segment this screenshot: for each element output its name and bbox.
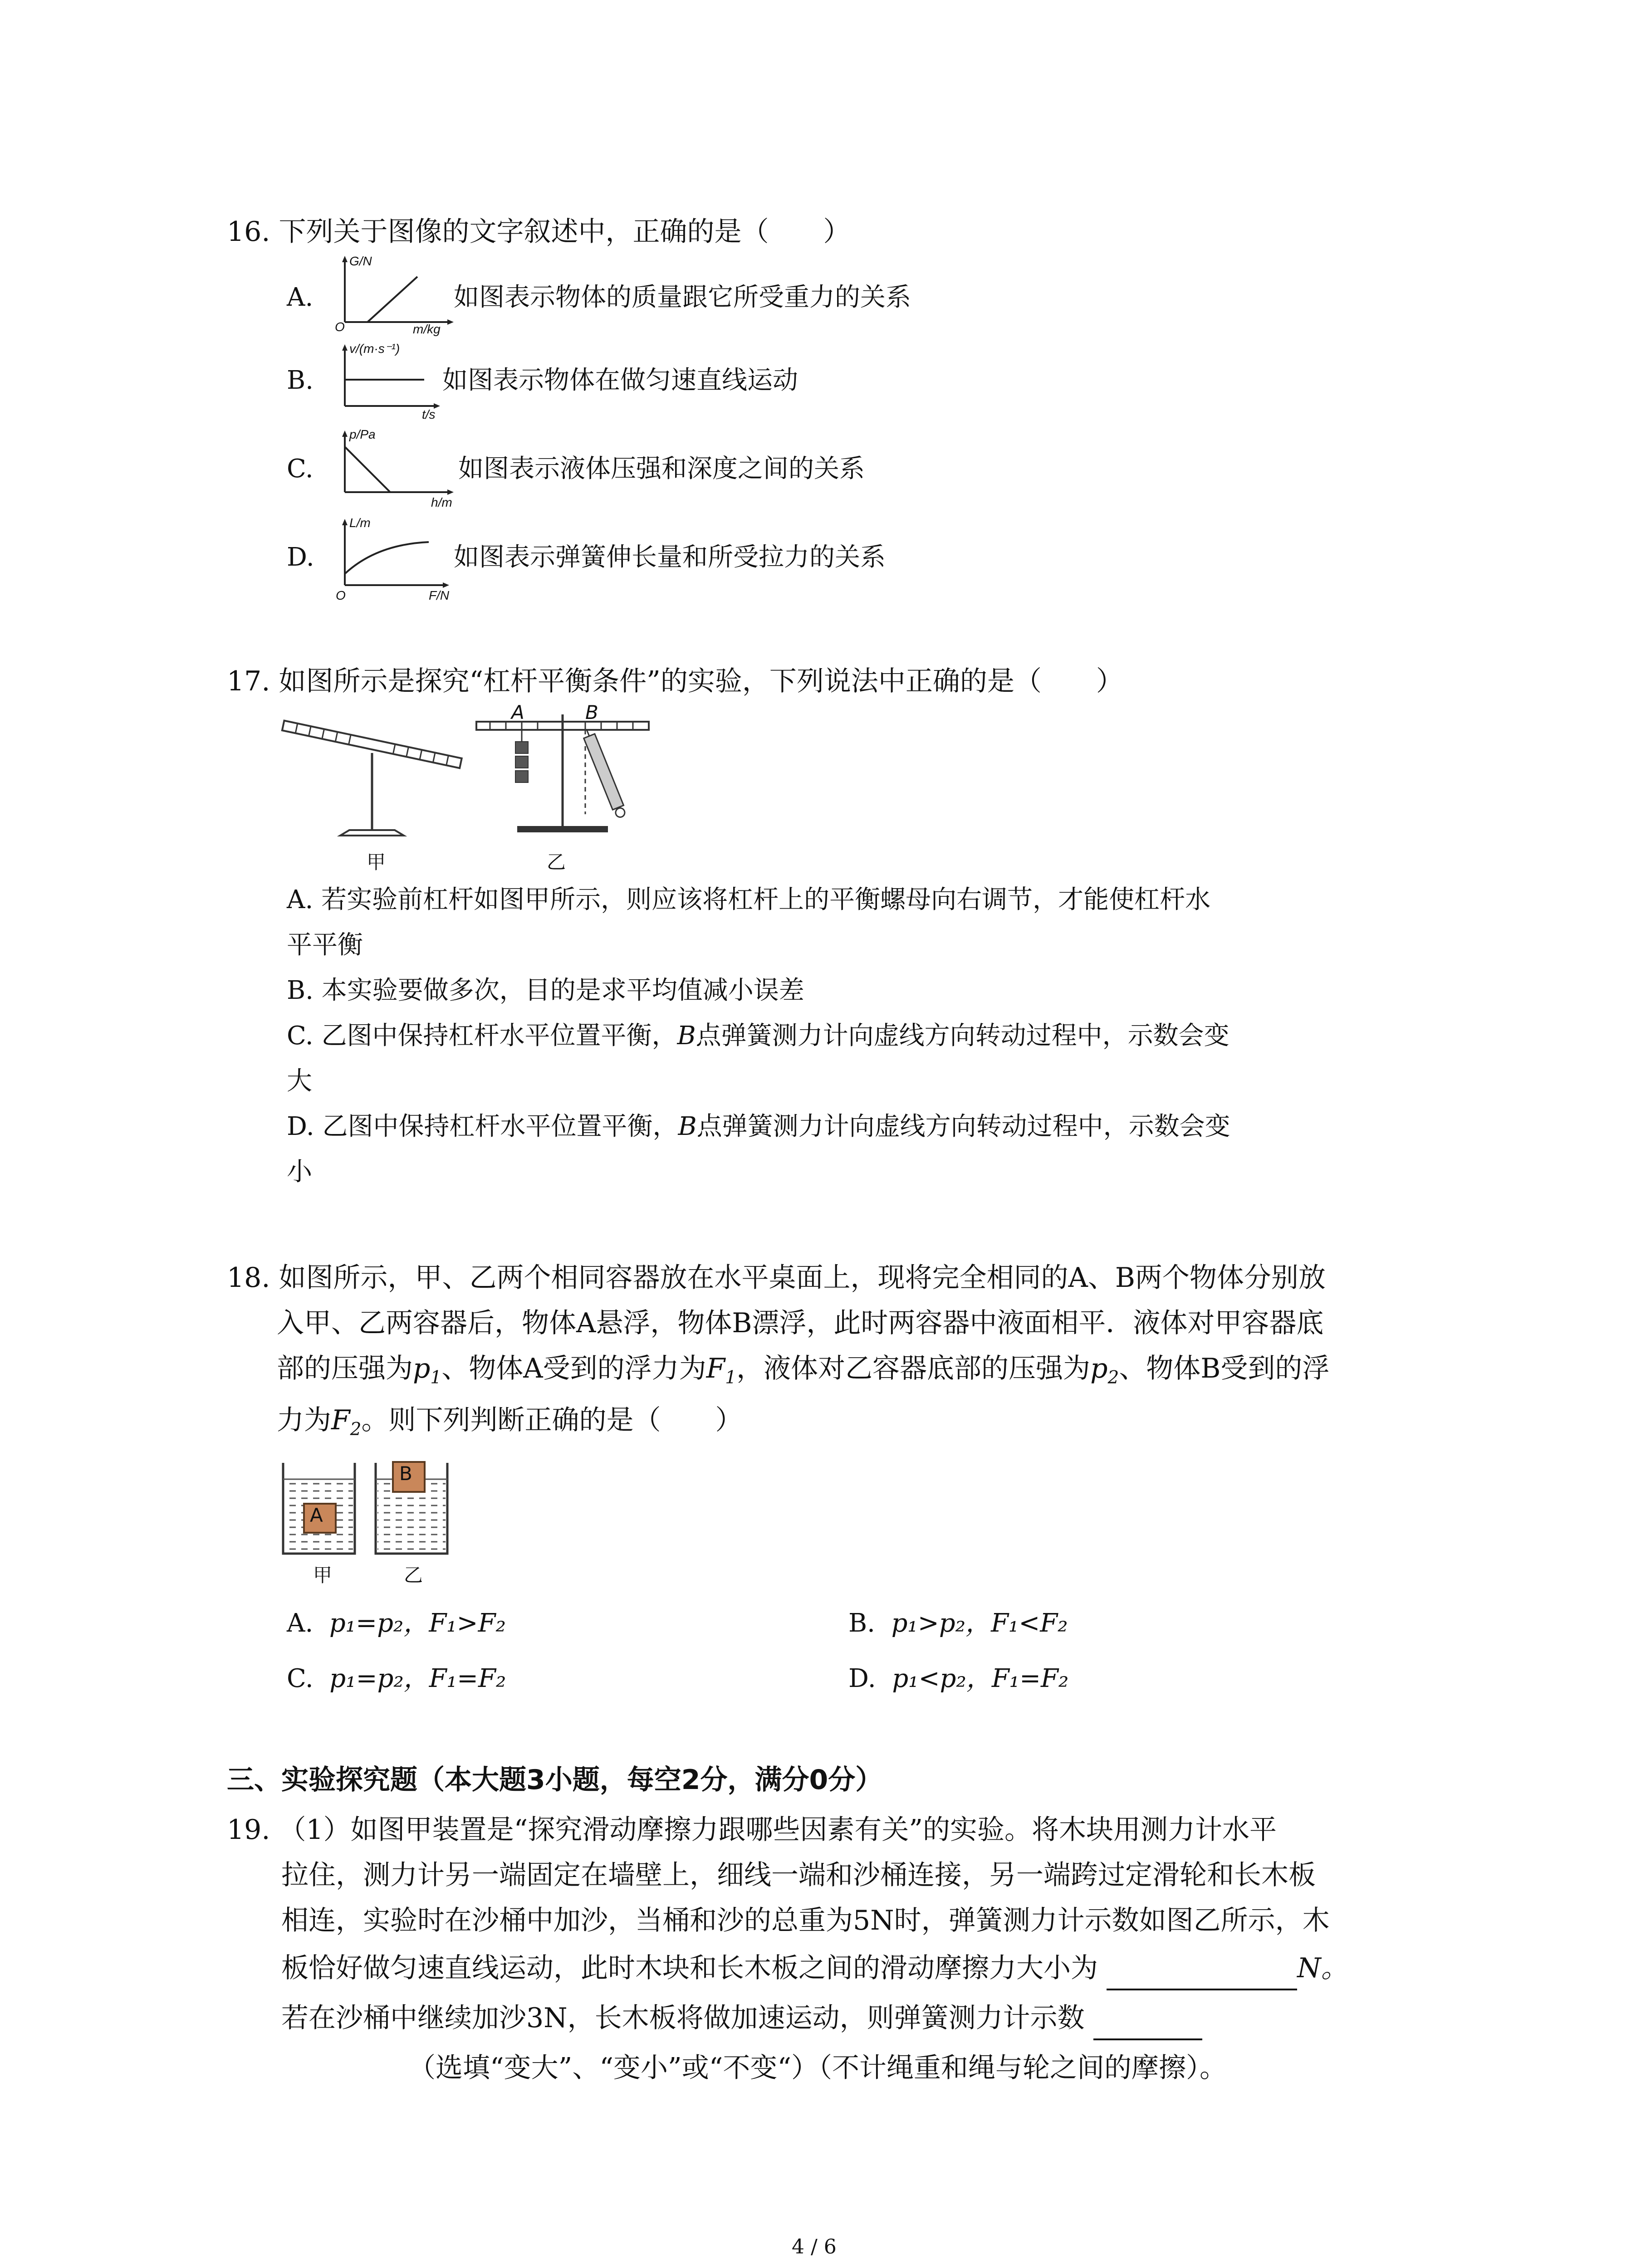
q16-graph-a-o: O — [335, 320, 345, 334]
q17-option-d-cont: 小 — [287, 1157, 312, 1187]
q16-option-a-text: 如图表示物体的质量跟它所受重力的关系 — [454, 283, 911, 312]
q16-graph-a-x: m/kg — [413, 322, 441, 336]
q16-option-d-text: 如图表示弹簧伸长量和所受拉力的关系 — [454, 543, 886, 572]
q16-graph-a — [327, 254, 458, 331]
q19-line4: 板恰好做匀速直线运动，此时木块和长木板之间的滑动摩擦力大小为 N。 — [281, 1946, 1348, 1990]
page-number: 4 / 6 — [792, 2235, 837, 2258]
q16-graph-d-o: O — [336, 588, 346, 602]
q17-option-a: A. 若实验前杠杆如图甲所示，则应该将杠杆上的平衡螺母向右调节，才能使杠杆水 — [287, 885, 1211, 914]
q17-point-a: A — [511, 701, 524, 723]
q18-line2: 入甲、乙两容器后，物体A悬浮，物体B漂浮，此时两容器中液面相平．液体对甲容器底 — [277, 1307, 1324, 1339]
q19-line1: 19. （1）如图甲装置是“探究滑动摩擦力跟哪些因素有关”的实验。将木块用测力计水平 — [227, 1814, 1277, 1846]
q17-option-c: C. 乙图中保持杠杆水平位置平衡，B点弹簧测力计向虚线方向转动过程中，示数会变 — [287, 1021, 1230, 1051]
q18-option-a: A. p₁=p₂，F₁>F₂ — [287, 1608, 506, 1638]
q16-graph-c — [327, 429, 463, 501]
q17-figure-jia — [277, 717, 467, 844]
q18-option-d: D. p₁<p₂，F₁=F₂ — [848, 1664, 1069, 1693]
q16-graph-a-y: G/N — [349, 254, 372, 268]
q16-graph-d-x: F/N — [429, 588, 450, 602]
q16-graph-b-y: v/(m·s⁻¹) — [349, 342, 400, 356]
q16-option-d-label: D. — [287, 543, 314, 572]
section3-heading: 三、实验探究题（本大题3小题，每空2分，满分0分） — [227, 1764, 883, 1796]
q19-line6: （选填“变大”、“变小”或“不变“）（不计绳重和绳与轮之间的摩擦）。 — [408, 2052, 1227, 2084]
q18-line3: 部的压强为$p_1$、物体A受到的浮力为$F_1$，液体对乙容器底部的压强为$p_2$、物体B受到的浮 — [277, 1353, 1330, 1388]
q18-line4: 力为$F_2$。则下列判断正确的是（ ） — [277, 1404, 743, 1440]
q16-option-a-label: A. — [287, 283, 314, 312]
q17-figure-yi-label: 乙 — [547, 851, 566, 873]
q18-figure-yi-label: 乙 — [404, 1564, 423, 1586]
q16-stem: 16. 下列关于图像的文字叙述中，正确的是（ ） — [227, 216, 851, 248]
graph-c-line — [345, 447, 390, 492]
q17-option-c-cont: 大 — [287, 1066, 312, 1096]
q18-block-b-label: B — [399, 1462, 412, 1485]
q19-line5: 若在沙桶中继续加沙3N，长木板将做加速运动，则弹簧测力计示数 — [281, 1996, 1202, 2040]
q17-point-b: B — [585, 701, 598, 723]
q18-option-c: C. p₁=p₂，F₁=F₂ — [287, 1664, 506, 1693]
q17-option-a-cont: 平平衡 — [287, 930, 363, 960]
graph-a-line — [367, 277, 417, 322]
q18-block-a-label: A — [310, 1504, 323, 1526]
q16-graph-d — [327, 517, 458, 596]
graph-d-curve — [345, 542, 429, 574]
q18-figure-jia-label: 甲 — [313, 1564, 333, 1586]
q19-answer-blank-1[interactable] — [1107, 1961, 1297, 1990]
q17-option-b: B. 本实验要做多次，目的是求平均值减小误差 — [287, 976, 804, 1005]
q17-figure-yi — [472, 701, 662, 846]
q17-option-d: D. 乙图中保持杠杆水平位置平衡，B点弹簧测力计向虚线方向转动过程中，示数会变 — [287, 1112, 1230, 1141]
q16-graph-c-y: p/Pa — [349, 427, 376, 441]
q16-graph-c-x: h/m — [431, 495, 452, 509]
q16-option-c-label: C. — [287, 454, 314, 484]
q18-figure — [277, 1458, 467, 1558]
q16-option-b-text: 如图表示物体在做匀速直线运动 — [442, 366, 798, 395]
q16-option-c-text: 如图表示液体压强和深度之间的关系 — [458, 454, 865, 484]
q17-figure-jia-label: 甲 — [367, 851, 386, 873]
q19-line2: 拉住，测力计另一端固定在墙壁上，细线一端和沙桶连接，另一端跨过定滑轮和长木板 — [281, 1859, 1316, 1891]
q16-graph-d-y: L/m — [349, 516, 371, 530]
q16-option-b-label: B. — [287, 366, 314, 395]
q18-line1: 18. 如图所示，甲、乙两个相同容器放在水平桌面上，现将完全相同的A、B两个物体分别放 — [227, 1262, 1326, 1294]
q17-stem: 17. 如图所示是探究“杠杆平衡条件”的实验，下列说法中正确的是（ ） — [227, 665, 1123, 697]
q16-graph-b-x: t/s — [422, 407, 436, 421]
q19-answer-blank-2[interactable] — [1093, 2011, 1202, 2040]
q19-line3: 相连，实验时在沙桶中加沙，当桶和沙的总重为5N时，弹簧测力计示数如图乙所示，木 — [281, 1905, 1330, 1936]
q18-option-b: B. p₁>p₂，F₁<F₂ — [848, 1608, 1068, 1638]
